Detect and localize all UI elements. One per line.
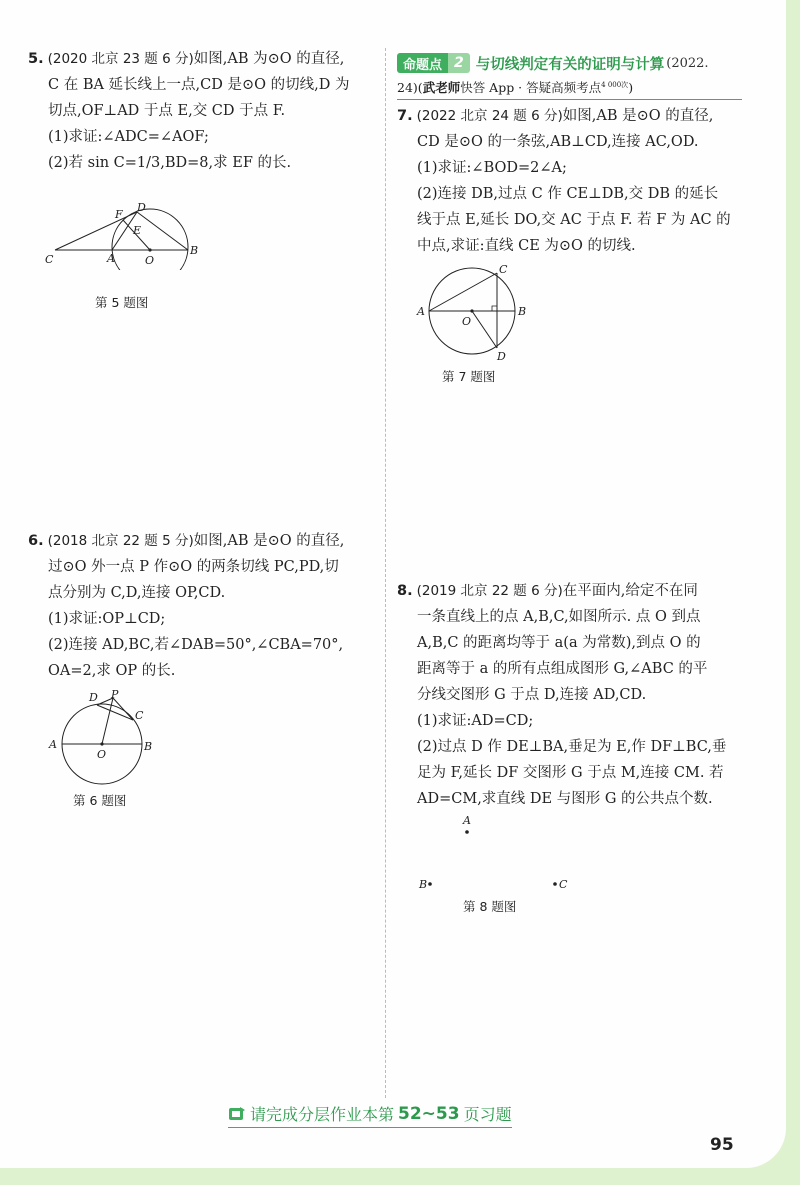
point-b <box>428 882 432 886</box>
topic-number: 2 <box>448 53 470 73</box>
label-p: P <box>111 688 119 701</box>
question-2: (2)连接 AD,BC,若∠DAB=50°,∠CBA=70°, <box>48 637 344 653</box>
book-icon <box>228 1106 246 1122</box>
problem-8 <box>397 578 747 812</box>
teacher-name: 武老师 <box>422 80 461 95</box>
problem-number: 6. <box>28 533 44 549</box>
figure-7 <box>415 263 535 368</box>
figure-5 <box>45 200 205 270</box>
question-2: OA=2,求 OP 的长. <box>48 663 176 679</box>
problem-text: 在平面内,给定不在同 <box>562 583 698 599</box>
figure-8 <box>410 810 590 895</box>
center-point <box>148 248 151 251</box>
question-1: (1)求证:∠BOD=2∠A; <box>417 160 567 176</box>
label-c: C <box>45 253 54 266</box>
figure-5-caption: 第 5 题图 <box>95 295 149 310</box>
question-2: (2)连接 DB,过点 C 作 CE⊥DB,交 DB 的延长 <box>417 186 719 202</box>
problem-number: 8. <box>397 583 413 599</box>
problem-text: C 在 BA 延长线上一点,CD 是⊙O 的切线,D 为 <box>48 77 350 93</box>
problem-number: 5. <box>28 51 44 67</box>
center-point <box>470 309 473 312</box>
figure-6 <box>45 688 165 788</box>
problem-6 <box>28 528 383 684</box>
problem-text: 分线交图形 G 于点 D,连接 AD,CD. <box>417 687 647 703</box>
question-2: (2)过点 D 作 DE⊥BA,垂足为 E,作 DF⊥BC,垂 <box>417 739 727 755</box>
figure-6-caption: 第 6 题图 <box>73 793 127 808</box>
topic-header: 命题点 2 与切线判定有关的证明与计算 (2022. 24)(武老师快答 App · 答疑高频考点$^{4 000次}$) <box>397 52 742 100</box>
problem-source: (2022 北京 24 题 6 分) <box>416 108 563 124</box>
problem-text: 距离等于 a 的所有点组成图形 G,∠ABC 的平 <box>417 661 708 677</box>
question-2: AD=CM,求直线 DE 与图形 G 的公共点个数. <box>417 791 713 807</box>
label-o: O <box>97 748 107 761</box>
footer-text: 请完成分层作业本第 <box>250 1105 395 1124</box>
chord-cd <box>97 705 133 720</box>
problem-source: (2020 北京 23 题 6 分) <box>47 51 194 67</box>
question-1: (1)求证:∠ADC=∠AOF; <box>48 129 209 145</box>
label-a: A <box>463 814 471 827</box>
problem-7 <box>397 103 747 259</box>
app-note: 快答 App · 答疑高频考点 <box>460 80 602 95</box>
label-a: A <box>417 305 425 318</box>
problem-source: (2019 北京 22 题 6 分) <box>416 583 563 599</box>
label-c: C <box>499 263 508 276</box>
label-a: A <box>49 738 57 751</box>
problem-text: 如图,AB 是⊙O 的直径, <box>562 108 714 124</box>
question-1: (1)求证:AD=CD; <box>417 713 534 729</box>
figure-7-caption: 第 7 题图 <box>442 369 496 384</box>
tangent-pc <box>113 698 133 720</box>
problem-text: 过⊙O 外一点 P 作⊙O 的两条切线 PC,PD,切 <box>48 559 339 575</box>
topic-title: 与切线判定有关的证明与计算 <box>475 56 665 73</box>
problem-text: 切点,OF⊥AD 于点 E,交 CD 于点 F. <box>48 103 286 119</box>
topic-source-cont: 24) <box>397 80 418 95</box>
label-b: B <box>144 740 153 753</box>
question-2: 中点,求证:直线 CE 为⊙O 的切线. <box>417 238 636 254</box>
problem-text: CD 是⊙O 的一条弦,AB⊥CD,连接 AC,OD. <box>417 134 699 150</box>
point-a <box>465 830 469 834</box>
topic-source: (2022. <box>666 55 709 71</box>
problem-number: 7. <box>397 108 413 124</box>
label-e: E <box>133 224 142 237</box>
line-op <box>102 698 113 744</box>
question-1: (1)求证:OP⊥CD; <box>48 611 166 627</box>
problem-source: (2018 北京 22 题 5 分) <box>47 533 194 549</box>
problem-text: 点分别为 C,D,连接 OP,CD. <box>48 585 226 601</box>
question-2: (2)若 sin C=1/3,BD=8,求 EF 的长. <box>48 155 292 171</box>
label-b: B <box>419 878 428 891</box>
right-angle-mark <box>492 306 497 311</box>
label-d: D <box>497 350 506 363</box>
problem-text: 如图,AB 是⊙O 的直径, <box>193 533 345 549</box>
label-c: C <box>135 709 144 722</box>
problem-text: 一条直线上的点 A,B,C,如图所示. 点 O 到点 <box>417 609 701 625</box>
problem-text: A,B,C 的距离均等于 a(a 为常数),到点 O 的 <box>417 635 701 651</box>
problem-text: 如图,AB 为⊙O 的直径, <box>193 51 345 67</box>
label-b: B <box>190 244 199 257</box>
label-b: B <box>518 305 527 318</box>
footer-text: 页习题 <box>463 1105 512 1124</box>
question-2: 线于点 E,延长 DO,交 AC 于点 F. 若 F 为 AC 的 <box>417 212 731 228</box>
times-count: 4 000次 <box>601 80 629 89</box>
label-f: F <box>115 208 123 221</box>
line-ac <box>429 273 497 311</box>
footer-pages: 52~53 <box>398 1103 460 1124</box>
question-2: 足为 F,延长 DF 交图形 G 于点 M,连接 CM. 若 <box>417 765 724 781</box>
column-divider <box>385 48 386 1098</box>
label-c: C <box>559 878 568 891</box>
label-o: O <box>145 254 155 267</box>
point-c <box>553 882 557 886</box>
label-d: D <box>137 201 146 214</box>
topic-badge <box>397 53 470 73</box>
center-point <box>100 742 103 745</box>
label-a: A <box>107 252 115 265</box>
homework-note <box>228 1102 512 1128</box>
figure-8-caption: 第 8 题图 <box>463 899 517 914</box>
line-od <box>472 311 497 348</box>
problem-5 <box>28 46 378 176</box>
topic-label: 命题点 <box>397 53 448 73</box>
label-d: D <box>89 691 98 704</box>
label-o: O <box>462 315 472 328</box>
page-number: 95 <box>710 1135 734 1155</box>
